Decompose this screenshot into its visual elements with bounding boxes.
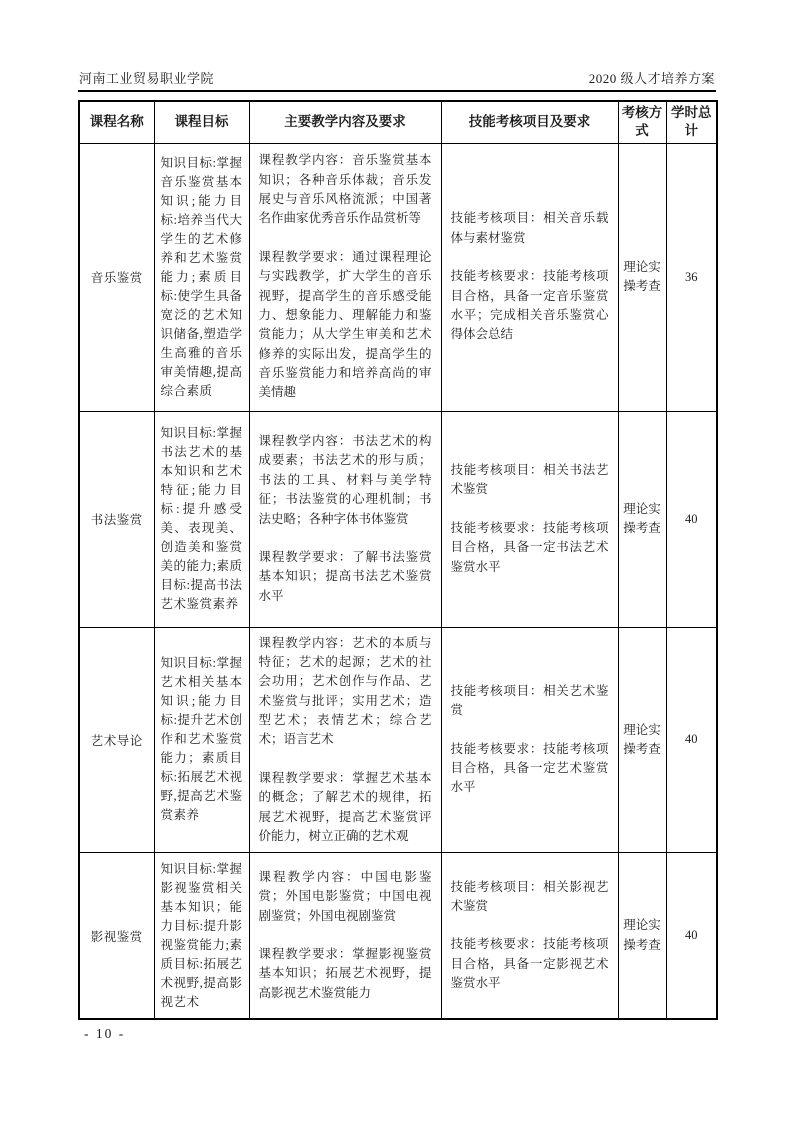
course-name-cell: 音乐鉴赏	[79, 143, 154, 411]
institution-name: 河南工业贸易职业学院	[79, 71, 215, 86]
course-name-cell: 艺术导论	[79, 627, 154, 853]
skill-item: 技能考核项目：相关音乐载体与素材鉴赏	[450, 211, 609, 245]
objectives-cell	[154, 853, 249, 1019]
skill-item: 技能考核项目：相关书法艺术鉴赏	[450, 463, 609, 497]
total-hours-cell: 40	[666, 853, 717, 1019]
teaching-content-cell	[249, 853, 441, 1019]
skill-assessment-cell	[441, 853, 618, 1019]
assessment-method-cell: 理论实操考查	[618, 411, 666, 627]
total-hours-cell: 40	[666, 627, 717, 853]
column-header-assessment-method: 考核方式	[618, 101, 666, 143]
curriculum-table	[78, 100, 718, 1020]
course-name-cell: 书法鉴赏	[79, 411, 154, 627]
column-header-skill-assessment: 技能考核项目及要求	[441, 101, 618, 143]
column-header-course-name: 课程名称	[79, 101, 154, 143]
teaching-content: 课程教学内容：中国电影鉴赏；外国电影鉴赏；中国电视剧鉴赏；外国电视剧鉴赏	[258, 869, 432, 923]
skill-requirements: 技能考核要求：技能考核项目合格，具备一定影视艺术鉴赏水平	[450, 937, 609, 991]
teaching-content-cell	[249, 411, 441, 627]
assessment-method-cell: 理论实操考查	[618, 853, 666, 1019]
teaching-requirements: 课程教学要求：掌握艺术基本的概念；了解艺术的规律，拓展艺术视野，提高艺术鉴赏评价能力，树立正确的艺术观	[258, 770, 432, 843]
total-hours-cell: 40	[666, 411, 717, 627]
document-header	[79, 68, 715, 87]
skill-item: 技能考核项目：相关影视艺术鉴赏	[450, 879, 609, 913]
teaching-requirements: 课程教学要求：通过课程理论与实践教学，扩大学生的音乐视野，提高学生的音乐感受能力、想象能力、理解能力和鉴赏能力；从大学生审美和艺术修养的实际出发，提高学生的音乐鉴赏能力和培养高尚的审美情趣	[258, 249, 432, 400]
skill-requirements: 技能考核要求：技能考核项目合格，具备一定书法艺术鉴赏水平	[450, 520, 609, 574]
total-hours-cell: 36	[666, 143, 717, 411]
header-rule	[78, 90, 716, 92]
skill-requirements: 技能考核要求：技能考核项目合格，具备一定艺术鉴赏水平	[450, 741, 609, 795]
table-row	[79, 627, 717, 853]
teaching-content: 课程教学内容：音乐鉴赏基本知识；各种音乐体裁；音乐发展史与音乐风格流派；中国著名作曲家优秀音乐作品赏析等	[258, 153, 432, 226]
table-row	[79, 143, 717, 411]
assessment-method-cell: 理论实操考查	[618, 627, 666, 853]
objectives-cell: 知识目标:掌握书法艺术的基本知识和艺术特征;能力目标:提升感受美、表现美、创造美和鉴赏美的能力;素质目标:提高书法艺术鉴赏素养	[154, 411, 249, 627]
teaching-content-cell	[249, 143, 441, 411]
objectives-cell: 知识目标:掌握音乐鉴赏基本知识;能力目标:培养当代大学生的艺术修养和艺术鉴赏能力;素质目标:使学生具备宽泛的艺术知识储备,塑造学生高雅的音乐审美情趣,提高综合素质	[154, 143, 249, 411]
skill-requirements: 技能考核要求：技能考核项目合格，具备一定音乐鉴赏水平；完成相关音乐鉴赏心得体会总结	[450, 269, 609, 342]
column-header-teaching-content: 主要教学内容及要求	[249, 101, 441, 143]
teaching-content-cell	[249, 627, 441, 853]
assessment-method-cell: 理论实操考查	[618, 143, 666, 411]
page-number: - 10 -	[84, 1026, 126, 1041]
column-header-total-hours: 学时总计	[666, 101, 717, 143]
teaching-requirements: 课程教学要求：掌握影视鉴赏基本知识；拓展艺术视野，提高影视艺术鉴赏能力	[258, 947, 432, 1000]
teaching-requirements: 课程教学要求：了解书法鉴赏基本知识；提高书法艺术鉴赏水平	[258, 549, 432, 603]
table-row	[79, 853, 717, 1019]
table-row	[79, 411, 717, 627]
skill-assessment-cell	[441, 411, 618, 627]
skill-assessment-cell	[441, 627, 618, 853]
objectives-cell: 知识目标:掌握艺术相关基本知识;能力目标:提升艺术创作和艺术鉴赏能力；素质目标:拓展艺术视野,提高艺术鉴赏素养	[154, 627, 249, 853]
course-name-cell: 影视鉴赏	[79, 853, 154, 1019]
teaching-content: 课程教学内容：艺术的本质与特征；艺术的起源；艺术的社会功用；艺术创作与作品、艺术鉴赏与批评；实用艺术；造型艺术；表情艺术；综合艺术；语言艺术	[258, 635, 432, 747]
objectives-text: 知识目标:掌握影视鉴赏相关基本知识；能力目标:提升影视鉴赏能力;素质目标:拓展艺术视野,提高影视艺术	[160, 861, 243, 1009]
teaching-content: 课程教学内容：书法艺术的构成要素；书法艺术的形与质；书法的工具、材料与美学特征；书法鉴赏的心理机制；书法史略；各种字体书体鉴赏	[258, 434, 432, 526]
skill-assessment-cell	[441, 143, 618, 411]
skill-item: 技能考核项目：相关艺术鉴赏	[450, 683, 609, 718]
column-header-objectives: 课程目标	[154, 101, 249, 143]
document-title: 2020 级人才培养方案	[588, 71, 715, 86]
table-header-row	[79, 101, 717, 143]
